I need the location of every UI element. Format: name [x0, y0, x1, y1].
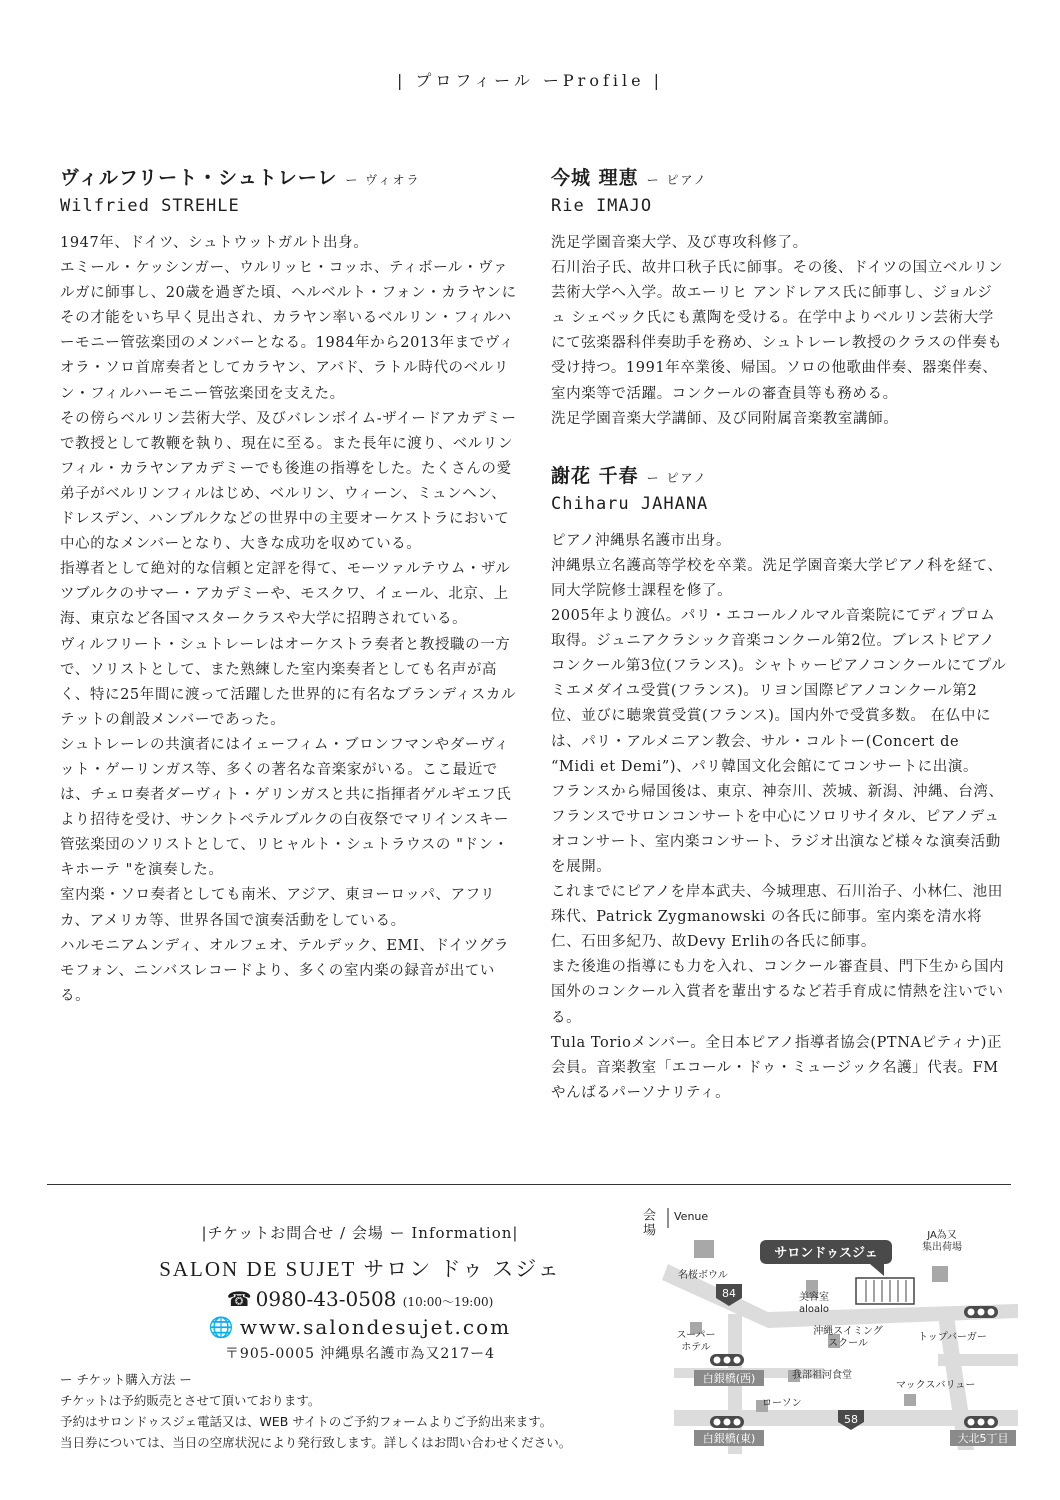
role: ー ヴィオラ [345, 173, 421, 187]
phone-icon: ☎ [226, 1287, 252, 1311]
person-header-imajo [551, 166, 1007, 193]
ookita-label: 大北5丁目 [957, 1432, 1009, 1445]
bio-strehle [60, 231, 520, 1009]
bio-paragraph: 1947年、ドイツ、シュトウットガルト出身。 [60, 235, 369, 251]
bio-paragraph: Tula Torioメンバー。全日本ピアノ指導者協会(PTNAピティナ)正会員。音楽教室「エコール・ドゥ・ミュージック名護」代表。FM やんばるパーソナリティ。 [551, 1034, 1003, 1101]
left-column [60, 166, 520, 1009]
ticket-heading: ー チケット購入方法 ー [60, 1372, 192, 1387]
bio-paragraph: シュトレーレの共演者にはイェーフィム・ブロンフマンやダーヴィット・ゲーリンガス等、多くの著名な音楽家がいる。ここ最近では、チェロ奏者ダーヴィト・ゲリンガスと共に指揮者ゲルギエフ氏より招待を受け、サンクトペテルブルクの白夜祭でマリインスキー管弦楽団のソリストとして、リヒャルト・シュトラウスの "ドン・キホーテ "を演奏した。 [60, 736, 512, 879]
bio-jahana [551, 529, 1007, 1106]
person-jahana [551, 464, 1007, 1106]
profile-header: | プロフィール ーProfile | [396, 71, 664, 90]
map-label: 会場 [640, 1208, 655, 1238]
place-nago-bowl: 名桜ボウル [678, 1270, 728, 1281]
bio-paragraph: 室内楽・ソロ奏者としても南米、アジア、東ヨーロッパ、アフリカ、アメリカ等、世界各国で演奏活動をしている。 [60, 887, 496, 929]
bio-paragraph: また後進の指導にも力を入れ、コンクール審査員、門下生から国内国外のコンクール入賞者を輩出するなど若手育成に情熱を注いでいる。 [551, 959, 1005, 1026]
shiraginbashi-west-label: 白銀橋(西) [702, 1372, 756, 1385]
person-header-strehle [60, 166, 520, 193]
place-swim-1: 沖縄スイミング [813, 1326, 883, 1337]
role: ー ピアノ [646, 470, 708, 485]
place-maxvalu: マックスバリュー [896, 1380, 976, 1391]
ticket-info [60, 1369, 620, 1453]
name-jp: 謝花 千春 [551, 464, 639, 487]
section-divider [47, 1184, 1011, 1185]
name-en: Chiharu JAHANA [551, 493, 709, 514]
venue-en-label: Venue [674, 1210, 709, 1223]
shiraginbashi-east-label: 白銀橋(東) [702, 1432, 756, 1445]
bio-paragraph: 指導者として絶対的な信頼と定評を得て、モーツァルテウム・ザルツブルクのサマー・アカデミーや、モスクワ、イェール、北京、上海、東京など各国マスタークラスや大学に招聘されている。 [60, 561, 511, 628]
place-beauty: 美容室 [799, 1292, 829, 1303]
block-ja [932, 1266, 948, 1282]
salon-name: SALON DE SUJET サロン ドゥ スジェ [159, 1257, 561, 1281]
bio-paragraph: ハルモニアムンディ、オルフェオ、テルデック、EMI、ドイツグラモフォン、ニンバスレコードより、多くの室内楽の録音が出ている。 [60, 937, 510, 1004]
block-maxvalu [904, 1394, 916, 1406]
phone-number[interactable]: 0980-43-0508 [255, 1287, 397, 1311]
bio-paragraph: 石川治子氏、故井口秋子氏に師事。その後、ドイツの国立ベルリン芸術大学へ入学。故エーリヒ アンドレアス氏に師事し、ジョルジュ シェベック氏にも薫陶を受ける。在学中よりベルリン芸術大学にて弦楽器科伴奏助手を務め、シュトレーレ教授のクラスの伴奏も受け持つ。1991年卒業後、帰国。ソロの他歌曲伴奏、器楽伴奏、室内楽等で活躍。コンクールの審査員等も務める。 [551, 260, 1004, 402]
route-58-label: 58 [844, 1413, 858, 1426]
place-super-hotel-1: スーパー [676, 1330, 716, 1341]
bio-imajo [551, 231, 1007, 432]
name-en: Wilfried STREHLE [60, 196, 240, 216]
place-cafeteria: 我部祖河食堂 [792, 1370, 852, 1381]
web-row [100, 1315, 620, 1339]
venue-name: サロンドゥスジェ [774, 1246, 878, 1261]
place-top-burger: トップバーガー [918, 1332, 987, 1343]
bio-paragraph: これまでにピアノを岸本武夫、今城理恵、石川治子、小林仁、池田珠代、Patrick Zygmanowski の各氏に師事。室内楽を清水将仁、石田多紀乃、故Devy Erlihの各氏に師事。 [551, 884, 1003, 951]
bio-paragraph: ヴィルフリート・シュトレーレはオーケストラ奏者と教授職の一方で、ソリストとして、また熟練した室内楽奏者としても名声が高く、特に25年間に渡って活躍した世界的に有名なブランディスカルテットの創設メンバーであった。 [60, 636, 517, 728]
bio-paragraph: エミール・ケッシンガー、ウルリッヒ・コッホ、ティボール・ヴァルガに師事し、20歳を過ぎた頃、ヘルベルト・フォン・カラヤンにその才能をいち早く見出され、カラヤン率いるベルリン・フィルハーモニー管弦楽団のメンバーとなる。1984年から2013年までヴィオラ・ソロ首席奏者としてカラヤン、アバド、ラトル時代のベルリン・フィルハーモニー管弦楽団を支えた。 [60, 260, 517, 402]
venue-map [638, 1204, 1028, 1464]
name-jp: 今城 理恵 [551, 167, 639, 189]
place-super-hotel-2: ホテル [681, 1342, 711, 1353]
venue-building [856, 1278, 914, 1304]
bio-paragraph: 洗足学園音楽大学講師、及び同附属音楽教室講師。 [551, 410, 899, 427]
place-lawson: ローソン [762, 1398, 802, 1409]
venue-callout-pointer [870, 1264, 884, 1276]
bio-paragraph: 2005年より渡仏。パリ・エコールノルマル音楽院にてディプロム取得。ジュニアクラシック音楽コンクール第2位。ブレストピアノコンクール第3位(フランス)。シャトゥーピアノコンクールにてプルミエメダイユ受賞(フランス)。リヨン国際ピアノコンクール第2 位、並びに聴衆賞受賞(フランス)。国内外で受賞多数。 在仏中には、パリ・アルメニアン教会、サル・コルトー(Concert de “Midi et Demi”)、パリ韓国文化会館にてコンサートに出演。 [551, 608, 1007, 775]
name-en: Rie IMAJO [551, 196, 653, 216]
person-header-jahana [551, 464, 1007, 491]
bio-paragraph: 洗足学園音楽大学、及び専攻科修了。 [551, 235, 808, 251]
name-jp: ヴィルフリート・シュトレーレ [60, 167, 338, 189]
map-graphic [638, 1204, 1028, 1464]
phone-hours: (10:00〜19:00) [402, 1295, 494, 1309]
place-ja-center: 集出荷場 [922, 1242, 962, 1253]
address: 〒905-0005 沖縄県名護市為又217ー4 [224, 1346, 496, 1362]
ticket-line: 当日券については、当日の空席状況により発行致します。詳しくはお問い合わせください。 [60, 1435, 572, 1450]
road-right-branch [938, 1354, 1018, 1366]
place-swim-2: スクール [828, 1338, 868, 1349]
phone-row [100, 1287, 620, 1311]
info-title: |チケットお問合せ / 会場 ー Information| [201, 1224, 519, 1242]
right-column [551, 166, 1007, 1106]
bio-paragraph: その傍らベルリン芸術大学、及びバレンボイム-ザイードアカデミーで教授として教鞭を執り、現在に至る。また長年に渡り、ベルリンフィル・カラヤンアカデミーでも後進の指導をした。たくさんの愛弟子がベルリンフィルはじめ、ベルリン、ウィーン、ミュンヘン、ドレスデン、ハンブルクなどの世界中の主要オーケストラにおいて中心的なメンバーとなり、大きな成功を収めている。 [60, 410, 517, 553]
route-84-label: 84 [722, 1287, 736, 1300]
block-nago-bowl [694, 1240, 714, 1258]
place-ja: JA為又 [927, 1230, 957, 1241]
place-aloalo: aloalo [798, 1304, 830, 1315]
bio-paragraph: 沖縄県立名護高等学校を卒業。洗足学園音楽大学ピアノ科を経て、同大学院修士課程を修了。 [551, 557, 1003, 599]
bio-paragraph: ピアノ沖縄県名護市出身。 [551, 532, 732, 549]
role: ー ピアノ [646, 173, 708, 187]
globe-icon: 🌐 [208, 1315, 236, 1339]
bio-paragraph: フランスから帰国後は、東京、神奈川、茨城、新潟、沖縄、台湾、フランスでサロンコンサートを中心にソロリサイタル、ピアノデュオコンサート、室内楽コンサート、ラジオ出演など様々な演奏活動を展開。 [551, 783, 1004, 875]
information-section [60, 1222, 620, 1453]
ticket-line: チケットは予約販売とさせて頂いております。 [60, 1393, 321, 1408]
website-link[interactable]: www.salondesujet.com [239, 1315, 512, 1339]
ticket-line: 予約はサロンドゥスジェ電話又は、WEB サイトのご予約フォームよりご予約出来ます。 [60, 1414, 553, 1429]
